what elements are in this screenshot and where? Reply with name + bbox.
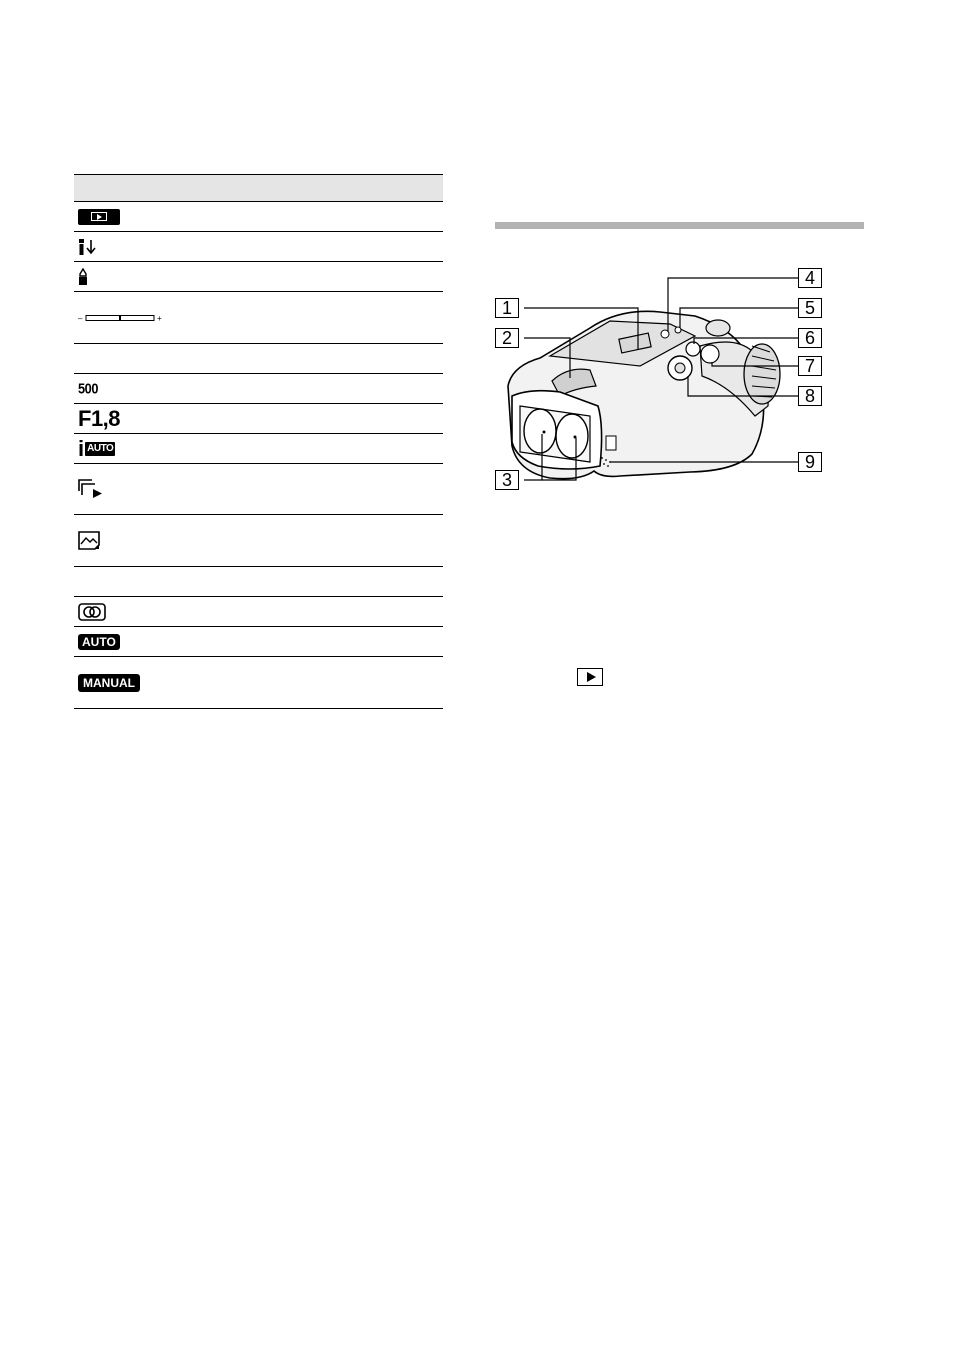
table-row (74, 374, 443, 404)
table-row (74, 515, 443, 567)
table-row (74, 292, 443, 344)
table-row (74, 202, 443, 232)
table-row (74, 657, 443, 709)
playback-badge-icon (78, 209, 120, 225)
iris-value: F1,8 (78, 405, 121, 431)
callout-2: 2 (495, 328, 519, 348)
ev-slider-icon (78, 312, 168, 324)
callout-5: 5 (798, 298, 822, 318)
intelligent-auto-icon: i AUTO (78, 435, 114, 461)
callout-1: 1 (495, 298, 519, 318)
table-row (74, 464, 443, 515)
spotlight-icon (78, 268, 88, 286)
auto-badge: AUTO (78, 634, 120, 650)
3d-icon (78, 603, 106, 621)
table-row (74, 597, 443, 627)
callout-7: 7 (798, 356, 822, 376)
callout-4: 4 (798, 268, 822, 288)
playback-icon (577, 668, 603, 686)
table-row (74, 567, 443, 597)
table-row (74, 627, 443, 657)
shutter-speed-value: 500 (78, 380, 99, 397)
ev-minus-label: – (78, 313, 83, 323)
callout-6: 6 (798, 328, 822, 348)
slideshow-icon (78, 479, 104, 499)
table-row (74, 404, 443, 434)
scene-icon (78, 531, 102, 551)
callout-8: 8 (798, 386, 822, 406)
section-rule (495, 222, 864, 229)
camcorder-figure (490, 266, 830, 496)
table-row (74, 262, 443, 292)
callout-3: 3 (495, 470, 519, 490)
manual-badge: MANUAL (78, 674, 140, 692)
table-row (74, 232, 443, 262)
mic-level-icon (78, 238, 100, 256)
camcorder-illustration (490, 266, 830, 496)
callout-9: 9 (798, 452, 822, 472)
table-row (74, 344, 443, 374)
table-header (74, 174, 443, 202)
table-row (74, 434, 443, 464)
indicator-table (74, 174, 443, 709)
ev-plus-label: + (157, 313, 162, 323)
